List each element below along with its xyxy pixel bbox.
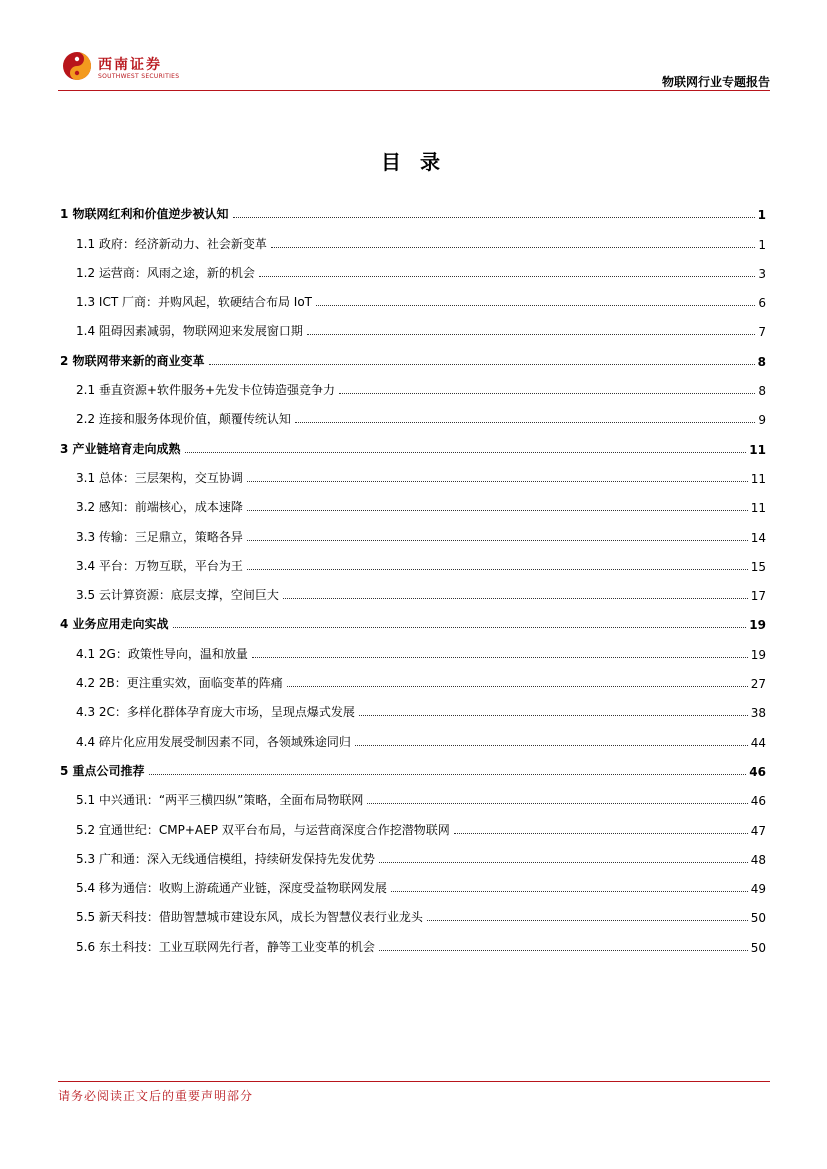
toc-entry-title: 3.4 平台：万物互联，平台为王 — [76, 558, 243, 573]
toc-page-number: 46 — [750, 794, 766, 809]
toc-page-number: 50 — [750, 911, 766, 926]
toc-page-number: 19 — [749, 618, 766, 633]
toc-entry-title: 3 产业链培育走向成熟 — [60, 441, 181, 456]
logo-icon — [62, 51, 92, 81]
page-header — [58, 48, 770, 92]
toc-leader-dots — [316, 304, 755, 306]
toc-entry-title: 4.4 碎片化应用发展受制因素不同，各领域殊途同归 — [76, 734, 351, 749]
toc-page-number: 14 — [750, 530, 766, 545]
toc-leader-dots — [247, 480, 748, 482]
toc-subsection-row[interactable] — [60, 369, 766, 398]
toc-section-row[interactable] — [60, 750, 766, 779]
table-of-contents — [60, 193, 766, 955]
toc-page-number: 15 — [750, 559, 766, 574]
toc-page-number: 1 — [758, 237, 766, 252]
toc-leader-dots — [252, 656, 748, 658]
toc-subsection-row[interactable] — [60, 515, 766, 544]
toc-entry-title: 3.2 感知：前端核心，成本速降 — [76, 500, 243, 515]
toc-leader-dots — [379, 861, 748, 863]
toc-entry-title: 3.1 总体：三层架构，交互协调 — [76, 470, 243, 485]
toc-page-number: 47 — [750, 823, 766, 838]
toc-subsection-row[interactable] — [60, 838, 766, 867]
toc-section-row[interactable] — [60, 339, 766, 368]
toc-page-number: 11 — [750, 471, 766, 486]
toc-entry-title: 5.2 宜通世纪：CMP+AEP 双平台布局，与运营商深度合作挖潜物联网 — [76, 822, 450, 837]
toc-page-number: 1 — [757, 208, 766, 223]
toc-entry-title: 5.1 中兴通讯：“两平三横四纵”策略，全面布局物联网 — [76, 793, 364, 808]
toc-leader-dots — [307, 333, 755, 335]
toc-entry-title: 2 物联网带来新的商业变革 — [60, 353, 205, 368]
toc-subsection-row[interactable] — [60, 779, 766, 808]
toc-page-number: 6 — [758, 296, 766, 311]
toc-leader-dots — [233, 216, 755, 218]
toc-entry-title: 4.1 2G：政策性导向，温和放量 — [76, 646, 248, 661]
toc-page-number: 48 — [750, 852, 766, 867]
toc-leader-dots — [185, 451, 747, 453]
toc-entry-title: 1.3 ICT 厂商：并购风起，软硬结合布局 IoT — [76, 295, 312, 310]
toc-subsection-row[interactable] — [60, 896, 766, 925]
toc-leader-dots — [247, 568, 748, 570]
toc-page-number: 46 — [749, 764, 766, 779]
toc-page-number: 11 — [750, 501, 766, 516]
toc-entry-title: 5.4 移为通信：收购上游疏通产业链，深度受益物联网发展 — [76, 881, 387, 896]
toc-subsection-row[interactable] — [60, 222, 766, 251]
logo-text-cn: 西南证券 — [98, 57, 162, 73]
toc-page-number: 17 — [750, 589, 766, 604]
logo-text-en: SOUTHWEST SECURITIES — [98, 73, 180, 80]
toc-subsection-row[interactable] — [60, 691, 766, 720]
toc-leader-dots — [173, 626, 747, 628]
toc-entry-title: 1.1 政府：经济新动力、社会新变革 — [76, 236, 267, 251]
toc-section-row[interactable] — [60, 603, 766, 632]
toc-subsection-row[interactable] — [60, 662, 766, 691]
toc-entry-title: 1.2 运营商：风雨之途，新的机会 — [76, 265, 255, 280]
toc-leader-dots — [454, 832, 748, 834]
toc-subsection-row[interactable] — [60, 925, 766, 954]
toc-entry-title: 5.5 新天科技：借助智慧城市建设东风，成长为智慧仪表行业龙头 — [76, 910, 423, 925]
toc-entry-title: 4 业务应用走向实战 — [60, 617, 169, 632]
toc-section-row[interactable] — [60, 427, 766, 456]
toc-entry-title: 5.6 东土科技：工业互联网先行者，静等工业变革的机会 — [76, 939, 375, 954]
toc-leader-dots — [247, 509, 748, 511]
toc-leader-dots — [427, 919, 748, 921]
footer-divider — [58, 1081, 770, 1082]
toc-page-number: 49 — [750, 882, 766, 897]
toc-entry-title: 5.3 广和通：深入无线通信模组，持续研发保持先发优势 — [76, 851, 375, 866]
toc-subsection-row[interactable] — [60, 867, 766, 896]
toc-page-number: 11 — [749, 442, 766, 457]
toc-heading: 目 录 — [381, 150, 446, 174]
toc-leader-dots — [259, 275, 755, 277]
toc-leader-dots — [355, 744, 748, 746]
toc-page-number: 50 — [750, 940, 766, 955]
toc-page-number: 9 — [758, 413, 766, 428]
toc-subsection-row[interactable] — [60, 574, 766, 603]
toc-subsection-row[interactable] — [60, 310, 766, 339]
toc-page-number: 19 — [750, 647, 766, 662]
toc-page-number: 8 — [758, 384, 766, 399]
header-divider — [58, 90, 770, 91]
page-footer — [58, 1081, 770, 1111]
toc-leader-dots — [367, 802, 747, 804]
toc-leader-dots — [271, 246, 755, 248]
toc-entry-title: 4.2 2B：更注重实效，面临变革的阵痛 — [76, 676, 283, 691]
toc-leader-dots — [247, 539, 748, 541]
toc-page-number: 8 — [757, 354, 766, 369]
toc-entry-title: 1 物联网红利和价值逆步被认知 — [60, 207, 229, 222]
toc-leader-dots — [359, 714, 748, 716]
toc-leader-dots — [283, 597, 748, 599]
toc-subsection-row[interactable] — [60, 252, 766, 281]
toc-subsection-row[interactable] — [60, 720, 766, 749]
toc-subsection-row[interactable] — [60, 486, 766, 515]
toc-leader-dots — [339, 392, 755, 394]
toc-entry-title: 5 重点公司推荐 — [60, 763, 145, 778]
footer-disclaimer: 请务必阅读正文后的重要声明部分 — [58, 1089, 254, 1103]
toc-leader-dots — [149, 773, 747, 775]
toc-subsection-row[interactable] — [60, 457, 766, 486]
toc-page-number: 27 — [750, 677, 766, 692]
toc-leader-dots — [391, 890, 748, 892]
toc-subsection-row[interactable] — [60, 398, 766, 427]
toc-subsection-row[interactable] — [60, 808, 766, 837]
toc-subsection-row[interactable] — [60, 545, 766, 574]
toc-section-row[interactable] — [60, 193, 766, 222]
toc-leader-dots — [295, 421, 755, 423]
toc-entry-title: 3.5 云计算资源：底层支撑，空间巨大 — [76, 588, 279, 603]
toc-subsection-row[interactable] — [60, 632, 766, 661]
toc-entry-title: 2.1 垂直资源+软件服务+先发卡位铸造强竞争力 — [76, 383, 336, 398]
toc-entry-title: 1.4 阻碍因素减弱，物联网迎来发展窗口期 — [76, 324, 303, 339]
toc-leader-dots — [379, 949, 748, 951]
toc-page-number: 7 — [758, 325, 766, 340]
toc-entry-title: 2.2 连接和服务体现价值，颠覆传统认知 — [76, 412, 291, 427]
toc-page-number: 44 — [750, 735, 766, 750]
toc-leader-dots — [287, 685, 748, 687]
toc-leader-dots — [209, 363, 755, 365]
report-title: 物联网行业专题报告 — [661, 75, 770, 89]
toc-entry-title: 4.3 2C：多样化群体孕育庞大市场，呈现点爆式发展 — [76, 705, 355, 720]
toc-subsection-row[interactable] — [60, 281, 766, 310]
toc-entry-title: 3.3 传输：三足鼎立，策略各异 — [76, 529, 243, 544]
toc-page-number: 3 — [758, 266, 766, 281]
toc-page-number: 38 — [750, 706, 766, 721]
